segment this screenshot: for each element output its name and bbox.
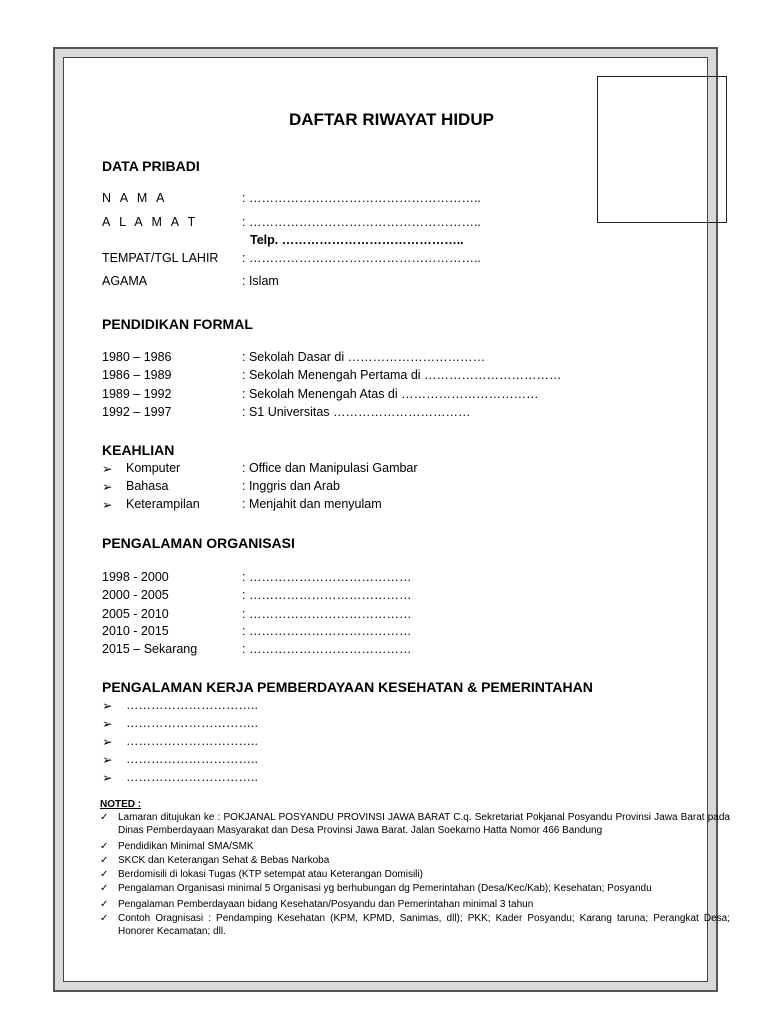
note-item	[100, 811, 730, 837]
organisasi-year: 1998 - 2000	[102, 570, 169, 584]
section-organisasi: PENGALAMAN ORGANISASI	[102, 535, 295, 551]
section-keahlian: KEAHLIAN	[102, 442, 175, 458]
note-item	[100, 868, 730, 881]
arrow-bullet-icon: ➢	[102, 753, 113, 767]
pendidikan-desc: : Sekolah Dasar di ……………………………	[242, 350, 486, 364]
agama-value: : Islam	[242, 274, 279, 288]
check-icon: ✓	[100, 899, 109, 910]
note-text: Pengalaman Organisasi minimal 5 Organisasi yg berhubungan dg Pemerintahan (Desa/Kec/Kab); Kesehatan; Posyandu	[118, 883, 652, 894]
arrow-bullet-icon: ➢	[102, 498, 113, 512]
noted-heading: NOTED :	[100, 799, 142, 810]
nama-label: N A M A	[102, 191, 168, 205]
noted-section	[100, 798, 730, 938]
note-text: Pengalaman Pemberdayaan bidang Kesehatan/Posyandu dan Pemerintahan minimal 3 tahun	[118, 899, 534, 910]
keahlian-value: : Inggris dan Arab	[242, 479, 340, 493]
note-item	[100, 898, 730, 911]
organisasi-desc: : …………………………………	[242, 624, 412, 638]
ttl-value: : ………………………………………………..	[242, 251, 481, 265]
check-icon: ✓	[100, 812, 109, 823]
alamat-label: A L A M A T	[102, 215, 199, 229]
kerja-item: …………………………..	[126, 770, 258, 784]
check-icon: ✓	[100, 869, 109, 880]
organisasi-year: 2005 - 2010	[102, 607, 169, 621]
pendidikan-year: 1980 – 1986	[102, 350, 172, 364]
ttl-label: TEMPAT/TGL LAHIR	[102, 251, 219, 265]
keahlian-value: : Menjahit dan menyulam	[242, 497, 382, 511]
check-icon: ✓	[100, 913, 109, 924]
organisasi-desc: : …………………………………	[242, 588, 412, 602]
document-frame	[53, 47, 730, 992]
alamat-value: : ………………………………………………..	[242, 215, 481, 229]
kerja-item: …………………………..	[126, 698, 258, 712]
check-icon: ✓	[100, 855, 109, 866]
arrow-bullet-icon: ➢	[102, 699, 113, 713]
note-item	[100, 854, 730, 867]
pendidikan-year: 1992 – 1997	[102, 405, 172, 419]
organisasi-year: 2010 - 2015	[102, 624, 169, 638]
organisasi-desc: : …………………………………	[242, 642, 412, 656]
photo-placeholder	[597, 76, 727, 223]
pendidikan-year: 1986 – 1989	[102, 368, 172, 382]
note-item	[100, 840, 730, 853]
arrow-bullet-icon: ➢	[102, 771, 113, 785]
arrow-bullet-icon: ➢	[102, 480, 113, 494]
check-icon: ✓	[100, 883, 109, 894]
pendidikan-desc: : Sekolah Menengah Pertama di ……………………………	[242, 368, 562, 382]
nama-value: : ………………………………………………..	[242, 191, 481, 205]
note-text: Berdomisili di lokasi Tugas (KTP setempat atau Keterangan Domisili)	[118, 869, 423, 880]
organisasi-desc: : …………………………………	[242, 570, 412, 584]
arrow-bullet-icon: ➢	[102, 735, 113, 749]
arrow-bullet-icon: ➢	[102, 717, 113, 731]
note-item	[100, 912, 730, 938]
keahlian-label: Bahasa	[126, 479, 169, 493]
note-text: Pendidikan Minimal SMA/SMK	[118, 841, 254, 852]
agama-label: AGAMA	[102, 274, 148, 288]
document-page	[63, 57, 730, 982]
pendidikan-year: 1989 – 1992	[102, 387, 172, 401]
arrow-bullet-icon: ➢	[102, 462, 113, 476]
organisasi-year: 2015 – Sekarang	[102, 642, 198, 656]
pendidikan-desc: : S1 Universitas ……………………………	[242, 405, 471, 419]
telp-value: Telp. ……………………………………..	[250, 233, 464, 247]
section-pengalaman-kerja: PENGALAMAN KERJA PEMBERDAYAAN KESEHATAN & PEMERINTAHAN	[102, 679, 593, 695]
organisasi-year: 2000 - 2005	[102, 588, 169, 602]
organisasi-desc: : …………………………………	[242, 607, 412, 621]
kerja-item: …………………………..	[126, 734, 258, 748]
pendidikan-desc: : Sekolah Menengah Atas di ……………………………	[242, 387, 539, 401]
section-data-pribadi: DATA PRIBADI	[102, 158, 200, 174]
keahlian-label: Komputer	[126, 461, 181, 475]
document-title: DAFTAR RIWAYAT HIDUP	[289, 110, 494, 129]
kerja-item: …………………………..	[126, 716, 258, 730]
kerja-item: …………………………..	[126, 752, 258, 766]
keahlian-value: : Office dan Manipulasi Gambar	[242, 461, 418, 475]
check-icon: ✓	[100, 841, 109, 852]
keahlian-label: Keterampilan	[126, 497, 200, 511]
note-text: SKCK dan Keterangan Sehat & Bebas Narkoba	[118, 855, 330, 866]
note-item	[100, 882, 730, 895]
note-text: Contoh Oragnisasi : Pendamping Kesehatan (KPM, KPMD, Sanimas, dll); PKK; Kader Posyandu; Karang taruna; Perangkat Desa; Honorer Kecamatan; dll.	[118, 913, 730, 937]
note-text: Lamaran ditujukan ke : POKJANAL POSYANDU PROVINSI JAWA BARAT C.q. Sekretariat Pokjanal Posyandu Provinsi Jawa Barat pada Dinas Pemberdayaan Masyarakat dan Desa Provinsi Jawa Barat. Jalan Soekarno Hatta Nomor 466 Bandung	[118, 812, 730, 836]
section-pendidikan: PENDIDIKAN FORMAL	[102, 316, 253, 332]
